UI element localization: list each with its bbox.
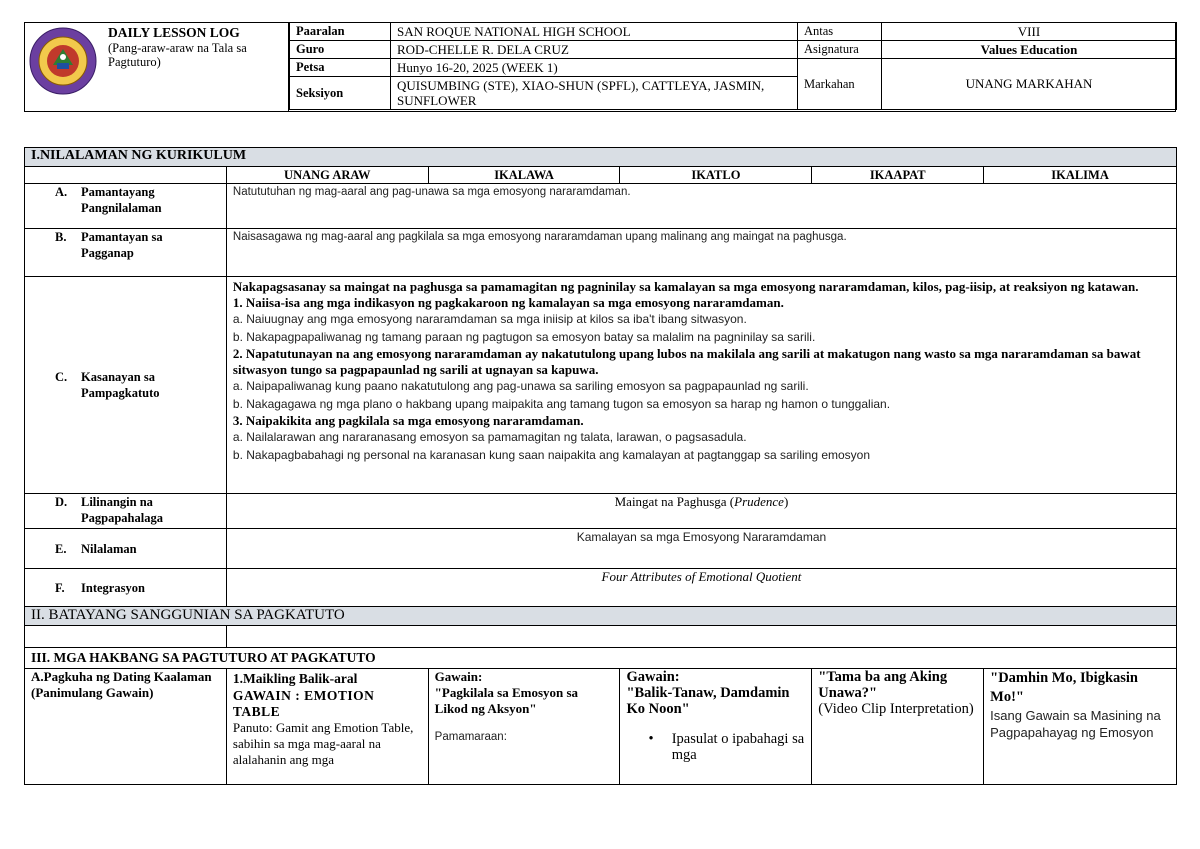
day5-activity: [984, 669, 1177, 785]
markahan-value: UNANG MARKAHAN: [882, 59, 1177, 110]
guro-label: Guro: [290, 41, 391, 59]
seksiyon-value: QUISUMBING (STE), XIAO-SHUN (SPFL), CATTLEYA, JASMIN, SUNFLOWER: [391, 77, 798, 110]
competency-2b: b. Nakagagawa ng mga plano o hakbang upang maipakita ang tamang tugon sa emosyon sa harap ng hamon o tunggalian.: [232, 396, 891, 411]
markahan-label: Markahan: [798, 59, 882, 110]
row-e-label-text: Nilalaman: [81, 541, 137, 556]
row-c-letter: C.: [55, 370, 68, 384]
row-d-letter: D.: [55, 495, 68, 509]
day-header-blank: [25, 167, 227, 184]
day2-text: Pamamaraan:: [434, 731, 507, 743]
day-header-5: IKALIMA: [984, 167, 1177, 184]
day5-title: "Damhin Mo, Ibigkasin Mo!": [990, 670, 1138, 705]
section2-blank-right: [226, 626, 1176, 648]
day4-text: (Video Clip Interpretation): [818, 701, 974, 717]
row-e-letter: E.: [55, 541, 67, 556]
day3-title: "Balik-Tanaw, Damdamin Ko Noon": [626, 685, 790, 717]
competency-1b: b. Nakapagpapaliwanag ng tamang paraan ng pagtugon sa emosyon batay sa malalim na pagninilay sa sarili.: [232, 329, 816, 344]
day2-activity: [428, 669, 620, 785]
day3-activity: [620, 669, 812, 785]
log-subtitle: (Pang-araw-araw na Tala sa Pagtuturo): [108, 41, 247, 69]
lesson-log-header: [24, 22, 1176, 112]
section2-title: II. BATAYANG SANGGUNIAN SA PAGKATUTO: [25, 607, 1177, 626]
antas-value: VIII: [882, 23, 1177, 41]
day3-label: Gawain:: [626, 669, 680, 685]
row-c-content: [226, 277, 1176, 494]
guro-value: ROD-CHELLE R. DELA CRUZ: [391, 41, 798, 59]
day-header-3: IKATLO: [620, 167, 812, 184]
row-a-letter: A.: [55, 185, 68, 199]
competency-1: 1. Naiisa-isa ang mga indikasyon ng pagkakaroon ng kamalayan sa mga emosyong nararamdaman.: [232, 295, 784, 310]
petsa-label: Petsa: [290, 59, 391, 77]
competency-3: 3. Naipakikita ang pagkilala sa mga emosyong nararamdaman.: [232, 413, 584, 428]
competency-1a: a. Naiuugnay ang mga emosyong nararamdaman sa mga iniisip at kilos sa iba't ibang sitwasyon.: [232, 312, 747, 326]
row-3a-label: A.Pagkuha ng Dating Kaalaman (Panimulang Gawain): [25, 669, 227, 785]
bullet-icon: •: [648, 731, 654, 747]
row-f-label-text: Integrasyon: [81, 580, 145, 595]
day-header-4: IKAAPAT: [812, 167, 984, 184]
competency-intro: Nakapagsasanay sa maingat na paghusga sa pamamagitan ng pagninilay sa kamalayan sa mga emosyong nararamdaman, kilos, pag-iisip, at reaksiyon ng katawan.: [232, 279, 1139, 294]
petsa-value: Hunyo 16-20, 2025 (WEEK 1): [391, 59, 798, 77]
day4-title: "Tama ba ang Aking Unawa?": [818, 669, 948, 701]
logo-area: [25, 23, 289, 111]
row-c-label-text: Kasanayan sa Pampagkatuto: [81, 370, 160, 400]
day3-bullet: [648, 731, 805, 763]
row-b-label: [25, 229, 227, 277]
day3-bullet-text: Ipasulat o ipabahagi sa mga: [671, 731, 805, 763]
paaralan-label: Paaralan: [290, 23, 391, 41]
paaralan-value: SAN ROQUE NATIONAL HIGH SCHOOL: [391, 23, 798, 41]
day4-activity: [812, 669, 984, 785]
row-d-content: [226, 494, 1176, 529]
row-d-label-text: Lilinangin na Pagpapahalaga: [81, 495, 163, 525]
day1-text: Panuto: Gamit ang Emotion Table, sabihin sa mga mag-aaral na alalahanin ang mga: [232, 720, 414, 767]
row-f-letter: F.: [55, 580, 65, 595]
curriculum-table: [24, 147, 1177, 785]
day-header-1: UNANG ARAW: [226, 167, 428, 184]
row-f-content: Four Attributes of Emotional Quotient: [226, 569, 1176, 607]
row-d-label: [25, 494, 227, 529]
row-e-content: Kamalayan sa mga Emosyong Nararamdaman: [226, 529, 1176, 569]
row-d-text-italic: Prudence: [734, 494, 784, 509]
day5-text: Isang Gawain sa Masining na Pagpapahayag ng Emosyon: [990, 708, 1161, 740]
row-d-text-end: ): [783, 494, 789, 509]
section1-title: I.NILALAMAN NG KURIKULUM: [25, 148, 1177, 167]
row-e-label: [25, 529, 227, 569]
asignatura-label: Asignatura: [798, 41, 882, 59]
day1-title: 1.Maikling Balik-aral: [232, 671, 358, 686]
asignatura-value: Values Education: [882, 41, 1177, 59]
day1-activity: [226, 669, 428, 785]
competency-2: 2. Napatutunayan na ang emosyong nararamdaman ay nakatutulong upang lubos na makilala ang sarili at makatugon nang wasto sa mga nararamdaman sa bawat sitwasyon tungo sa pagpapaunlad ng sarili at ugnayan sa kapuwa.: [232, 346, 1141, 377]
row-a-content: Natututuhan ng mag-aaral ang pag-unawa sa mga emosyong nararamdaman.: [226, 184, 1176, 229]
school-seal-icon: [29, 27, 97, 95]
section2-blank-left: [25, 626, 227, 648]
row-b-content: Naisasagawa ng mag-aaral ang pagkilala sa mga emosyong nararamdaman upang malinang ang maingat na paghusga.: [226, 229, 1176, 277]
row-b-letter: B.: [55, 230, 67, 244]
row-d-text: Maingat na Paghusga (: [614, 494, 735, 509]
day2-title: "Pagkilala sa Emosyon sa Likod ng Aksyon": [434, 685, 579, 716]
antas-label: Antas: [798, 23, 882, 41]
row-f-label: [25, 569, 227, 607]
section3-title: III. MGA HAKBANG SA PAGTUTURO AT PAGKATUTO: [25, 648, 1177, 669]
day1-sub: GAWAIN : EMOTION TABLE: [232, 688, 375, 719]
day2-label: Gawain:: [434, 669, 483, 684]
row-a-label-text: Pamantayang Pangnilalaman: [81, 185, 162, 215]
log-title: DAILY LESSON LOG: [108, 25, 240, 40]
competency-3b: b. Nakapagbabahagi ng personal na karanasan kung saan naipakita ang kamalayan at pagtanggap sa sariling emosyon: [232, 447, 871, 462]
row-b-label-text: Pamantayan sa Pagganap: [81, 230, 163, 260]
row-c-label: [25, 277, 227, 494]
competency-2a: a. Naipapaliwanag kung paano nakatutulong ang pag-unawa sa sariling emosyon sa pagpapaunlad ng sarili.: [232, 379, 809, 393]
row-a-label: [25, 184, 227, 229]
day-header-2: IKALAWA: [428, 167, 620, 184]
header-info-table: [289, 22, 1177, 110]
competency-3a: a. Nailalarawan ang nararanasang emosyon sa pamamagitan ng talata, larawan, o pagsasadula.: [232, 430, 747, 444]
seksiyon-label: Seksiyon: [290, 77, 391, 110]
